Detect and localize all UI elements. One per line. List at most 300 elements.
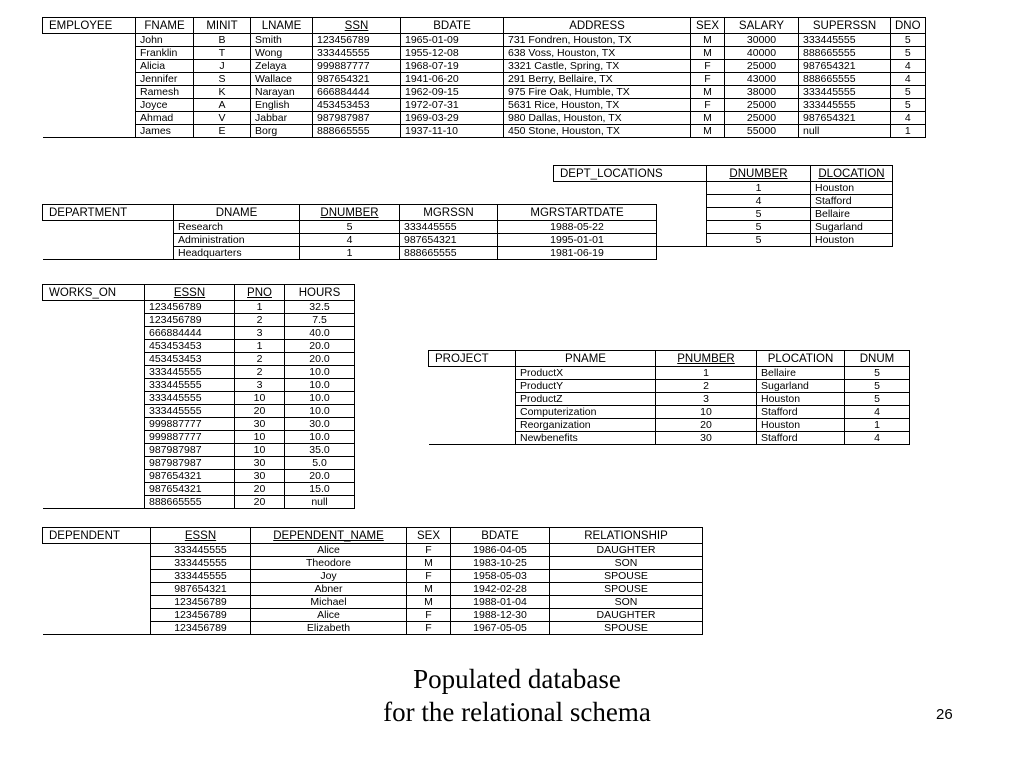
table-cell-hours: 35.0 — [285, 444, 355, 457]
column-header-salary: SALARY — [725, 18, 799, 34]
table-cell-pno: 1 — [235, 301, 285, 314]
table-cell-essn: 333445555 — [145, 392, 235, 405]
table-cell-fname: James — [136, 125, 194, 138]
table-cell-minit: T — [194, 47, 251, 60]
table-cell-bdate: 1988-01-04 — [451, 596, 550, 609]
table-cell-sex: M — [407, 557, 451, 570]
table-cell-ssn: 333445555 — [313, 47, 401, 60]
table-cell-fname: Jennifer — [136, 73, 194, 86]
table-cell-dependent-name: Abner — [251, 583, 407, 596]
table-cell-pno: 20 — [235, 496, 285, 509]
relation-name: PROJECT — [429, 351, 516, 367]
row-spacer — [43, 570, 151, 583]
table-cell-dlocation: Stafford — [811, 195, 893, 208]
column-header-pno: PNO — [235, 285, 285, 301]
table-cell-dlocation: Sugarland — [811, 221, 893, 234]
relation-name: DEPARTMENT — [43, 205, 174, 221]
row-spacer — [43, 314, 145, 327]
table-row — [429, 393, 910, 406]
table-row — [43, 99, 926, 112]
table-row — [43, 496, 355, 509]
row-spacer — [43, 583, 151, 596]
table-cell-lname: Zelaya — [251, 60, 313, 73]
table-cell-pno: 10 — [235, 444, 285, 457]
row-spacer — [429, 432, 516, 445]
table-cell-dname: Research — [174, 221, 300, 234]
table-cell-dno: 5 — [891, 34, 926, 47]
table-cell-address: 731 Fondren, Houston, TX — [504, 34, 691, 47]
table-cell-superssn: 987654321 — [799, 60, 891, 73]
table-cell-address: 975 Fire Oak, Humble, TX — [504, 86, 691, 99]
table-cell-hours: 10.0 — [285, 392, 355, 405]
table-cell-sex: F — [407, 544, 451, 557]
table-row — [43, 234, 657, 247]
table-cell-bdate: 1967-05-05 — [451, 622, 550, 635]
table-row — [43, 418, 355, 431]
table-row — [43, 112, 926, 125]
slide-caption — [300, 663, 734, 729]
column-header-address: ADDRESS — [504, 18, 691, 34]
table-cell-superssn: 987654321 — [799, 112, 891, 125]
column-header-plocation: PLOCATION — [757, 351, 845, 367]
caption-line-2: for the relational schema — [383, 697, 651, 727]
column-header-sex: SEX — [691, 18, 725, 34]
table-cell-lname: Narayan — [251, 86, 313, 99]
column-header-essn: ESSN — [151, 528, 251, 544]
works-on-table — [42, 284, 355, 509]
relation-name: EMPLOYEE — [43, 18, 136, 34]
table-row — [429, 406, 910, 419]
table-cell-ssn: 987654321 — [313, 73, 401, 86]
table-row — [43, 247, 657, 260]
column-header-bdate: BDATE — [451, 528, 550, 544]
table-cell-salary: 25000 — [725, 112, 799, 125]
column-header-mgrstartdate: MGRSTARTDATE — [498, 205, 657, 221]
table-cell-pnumber: 30 — [656, 432, 757, 445]
table-cell-dname: Administration — [174, 234, 300, 247]
table-row — [43, 86, 926, 99]
table-cell-pnumber: 20 — [656, 419, 757, 432]
table-cell-address: 3321 Castle, Spring, TX — [504, 60, 691, 73]
row-spacer — [43, 457, 145, 470]
row-spacer — [43, 544, 151, 557]
table-cell-hours: 20.0 — [285, 353, 355, 366]
row-spacer — [43, 496, 145, 509]
table-cell-hours: 40.0 — [285, 327, 355, 340]
table-cell-ssn: 666884444 — [313, 86, 401, 99]
table-cell-bdate: 1937-11-10 — [401, 125, 504, 138]
table-cell-pno: 3 — [235, 379, 285, 392]
column-header-lname: LNAME — [251, 18, 313, 34]
table-cell-essn: 123456789 — [151, 609, 251, 622]
table-cell-dlocation: Bellaire — [811, 208, 893, 221]
table-cell-pno: 2 — [235, 366, 285, 379]
table-cell-relationship: DAUGHTER — [550, 544, 703, 557]
table-cell-essn: 123456789 — [151, 596, 251, 609]
table-cell-dno: 1 — [891, 125, 926, 138]
table-row — [43, 60, 926, 73]
table-cell-superssn: null — [799, 125, 891, 138]
table-cell-bdate: 1941-06-20 — [401, 73, 504, 86]
row-spacer — [43, 247, 174, 260]
table-row — [43, 314, 355, 327]
table-cell-pno: 20 — [235, 483, 285, 496]
table-cell-dno: 4 — [891, 112, 926, 125]
table-cell-bdate: 1972-07-31 — [401, 99, 504, 112]
table-cell-lname: Borg — [251, 125, 313, 138]
table-cell-bdate: 1955-12-08 — [401, 47, 504, 60]
table-cell-essn: 987654321 — [145, 483, 235, 496]
table-cell-fname: Ramesh — [136, 86, 194, 99]
table-cell-plocation: Houston — [757, 419, 845, 432]
table-cell-mgrstartdate: 1981-06-19 — [498, 247, 657, 260]
table-cell-hours: 10.0 — [285, 431, 355, 444]
dependent-table — [42, 527, 703, 635]
table-row — [43, 609, 703, 622]
row-spacer — [43, 47, 136, 60]
table-cell-bdate: 1968-07-19 — [401, 60, 504, 73]
table-cell-mgrssn: 987654321 — [400, 234, 498, 247]
table-cell-dnum: 4 — [845, 406, 910, 419]
table-cell-dependent-name: Theodore — [251, 557, 407, 570]
table-cell-relationship: SON — [550, 596, 703, 609]
caption-line-1: Populated database — [413, 664, 621, 694]
row-spacer — [429, 406, 516, 419]
row-spacer — [43, 418, 145, 431]
table-cell-essn: 453453453 — [145, 353, 235, 366]
row-spacer — [429, 419, 516, 432]
table-cell-pnumber: 2 — [656, 380, 757, 393]
table-cell-essn: 123456789 — [151, 622, 251, 635]
table-cell-essn: 987987987 — [145, 444, 235, 457]
table-cell-pno: 10 — [235, 431, 285, 444]
table-cell-pno: 1 — [235, 340, 285, 353]
table-cell-bdate: 1986-04-05 — [451, 544, 550, 557]
table-cell-sex: F — [407, 570, 451, 583]
table-cell-dno: 5 — [891, 86, 926, 99]
table-cell-pno: 2 — [235, 314, 285, 327]
table-cell-bdate: 1969-03-29 — [401, 112, 504, 125]
table-cell-sex: F — [691, 99, 725, 112]
table-cell-essn: 987987987 — [145, 457, 235, 470]
column-header-dlocation: DLOCATION — [811, 166, 893, 182]
column-header-mgrssn: MGRSSN — [400, 205, 498, 221]
table-cell-dependent-name: Alice — [251, 544, 407, 557]
table-cell-dno: 5 — [891, 99, 926, 112]
table-cell-relationship: SPOUSE — [550, 570, 703, 583]
table-cell-hours: 20.0 — [285, 470, 355, 483]
row-spacer — [429, 367, 516, 380]
column-header-dependent-name: DEPENDENT_NAME — [251, 528, 407, 544]
row-spacer — [43, 392, 145, 405]
table-cell-pno: 30 — [235, 470, 285, 483]
table-row — [43, 353, 355, 366]
table-cell-lname: English — [251, 99, 313, 112]
table-row — [43, 596, 703, 609]
table-cell-pno: 30 — [235, 457, 285, 470]
table-row — [43, 622, 703, 635]
table-cell-mgrssn: 333445555 — [400, 221, 498, 234]
table-cell-pno: 10 — [235, 392, 285, 405]
table-cell-pno: 3 — [235, 327, 285, 340]
table-cell-sex: M — [691, 125, 725, 138]
table-cell-lname: Smith — [251, 34, 313, 47]
row-spacer — [43, 470, 145, 483]
table-cell-essn: 888665555 — [145, 496, 235, 509]
table-cell-hours: 15.0 — [285, 483, 355, 496]
row-spacer — [43, 596, 151, 609]
row-spacer — [43, 34, 136, 47]
table-cell-bdate: 1983-10-25 — [451, 557, 550, 570]
table-row — [43, 221, 657, 234]
table-cell-salary: 40000 — [725, 47, 799, 60]
table-cell-fname: Alicia — [136, 60, 194, 73]
department-table — [42, 204, 657, 260]
table-cell-hours: 30.0 — [285, 418, 355, 431]
row-spacer — [43, 405, 145, 418]
table-cell-fname: Ahmad — [136, 112, 194, 125]
table-cell-hours: 10.0 — [285, 379, 355, 392]
row-spacer — [43, 366, 145, 379]
table-row — [429, 419, 910, 432]
table-cell-lname: Wong — [251, 47, 313, 60]
table-cell-hours: 7.5 — [285, 314, 355, 327]
page-number: 26 — [936, 706, 953, 723]
row-spacer — [43, 379, 145, 392]
table-cell-essn: 666884444 — [145, 327, 235, 340]
table-cell-hours: null — [285, 496, 355, 509]
table-row — [43, 34, 926, 47]
table-cell-address: 291 Berry, Bellaire, TX — [504, 73, 691, 86]
table-cell-pno: 20 — [235, 405, 285, 418]
table-cell-pname: ProductX — [516, 367, 656, 380]
table-cell-dnum: 5 — [845, 393, 910, 406]
table-row — [429, 367, 910, 380]
table-cell-sex: M — [691, 86, 725, 99]
table-cell-dependent-name: Joy — [251, 570, 407, 583]
row-spacer — [43, 557, 151, 570]
table-cell-essn: 453453453 — [145, 340, 235, 353]
table-row — [43, 431, 355, 444]
relation-name: WORKS_ON — [43, 285, 145, 301]
table-cell-essn: 333445555 — [145, 366, 235, 379]
table-cell-dnumber: 5 — [300, 221, 400, 234]
row-spacer — [43, 353, 145, 366]
column-header-dnum: DNUM — [845, 351, 910, 367]
table-cell-essn: 333445555 — [151, 557, 251, 570]
row-spacer — [43, 301, 145, 314]
table-cell-relationship: SPOUSE — [550, 583, 703, 596]
table-cell-ssn: 987987987 — [313, 112, 401, 125]
row-spacer — [43, 99, 136, 112]
table-cell-superssn: 333445555 — [799, 86, 891, 99]
table-cell-dnumber: 5 — [707, 234, 811, 247]
table-cell-essn: 123456789 — [145, 301, 235, 314]
table-cell-address: 5631 Rice, Houston, TX — [504, 99, 691, 112]
table-cell-dname: Headquarters — [174, 247, 300, 260]
column-header-sex: SEX — [407, 528, 451, 544]
row-spacer — [43, 73, 136, 86]
row-spacer — [429, 380, 516, 393]
row-spacer — [43, 444, 145, 457]
column-header-bdate: BDATE — [401, 18, 504, 34]
table-cell-address: 450 Stone, Houston, TX — [504, 125, 691, 138]
table-row — [43, 570, 703, 583]
table-row — [43, 457, 355, 470]
table-cell-ssn: 453453453 — [313, 99, 401, 112]
table-cell-pnumber: 1 — [656, 367, 757, 380]
table-cell-salary: 43000 — [725, 73, 799, 86]
table-cell-essn: 333445555 — [151, 570, 251, 583]
table-row — [43, 444, 355, 457]
table-cell-fname: Franklin — [136, 47, 194, 60]
table-cell-minit: E — [194, 125, 251, 138]
table-cell-sex: M — [691, 34, 725, 47]
table-cell-fname: John — [136, 34, 194, 47]
table-cell-superssn: 888665555 — [799, 73, 891, 86]
table-cell-plocation: Stafford — [757, 432, 845, 445]
column-header-dno: DNO — [891, 18, 926, 34]
column-header-pname: PNAME — [516, 351, 656, 367]
table-cell-pname: Computerization — [516, 406, 656, 419]
table-cell-ssn: 888665555 — [313, 125, 401, 138]
table-cell-relationship: SON — [550, 557, 703, 570]
table-cell-dnum: 5 — [845, 367, 910, 380]
table-row — [429, 432, 910, 445]
row-spacer — [43, 483, 145, 496]
table-row — [429, 380, 910, 393]
row-spacer — [43, 60, 136, 73]
table-row — [43, 301, 355, 314]
row-spacer — [43, 234, 174, 247]
table-cell-dno: 4 — [891, 73, 926, 86]
table-cell-dno: 4 — [891, 60, 926, 73]
table-cell-dlocation: Houston — [811, 234, 893, 247]
table-cell-essn: 987654321 — [151, 583, 251, 596]
table-cell-mgrstartdate: 1988-05-22 — [498, 221, 657, 234]
table-cell-essn: 333445555 — [145, 405, 235, 418]
table-cell-sex: F — [691, 73, 725, 86]
table-cell-lname: Jabbar — [251, 112, 313, 125]
table-cell-salary: 30000 — [725, 34, 799, 47]
table-cell-lname: Wallace — [251, 73, 313, 86]
table-cell-dno: 5 — [891, 47, 926, 60]
table-cell-pname: ProductY — [516, 380, 656, 393]
row-spacer — [43, 221, 174, 234]
table-cell-minit: J — [194, 60, 251, 73]
project-table — [428, 350, 910, 445]
table-cell-ssn: 999887777 — [313, 60, 401, 73]
table-cell-bdate: 1942-02-28 — [451, 583, 550, 596]
table-cell-dnumber: 1 — [300, 247, 400, 260]
table-cell-salary: 55000 — [725, 125, 799, 138]
table-cell-address: 980 Dallas, Houston, TX — [504, 112, 691, 125]
column-header-relationship: RELATIONSHIP — [550, 528, 703, 544]
table-cell-pname: Reorganization — [516, 419, 656, 432]
table-cell-mgrstartdate: 1995-01-01 — [498, 234, 657, 247]
table-row — [43, 544, 703, 557]
table-cell-essn: 999887777 — [145, 418, 235, 431]
table-cell-sex: F — [407, 622, 451, 635]
column-header-ssn: SSN — [313, 18, 401, 34]
table-row — [43, 405, 355, 418]
table-cell-superssn: 333445555 — [799, 34, 891, 47]
table-cell-dlocation: Houston — [811, 182, 893, 195]
row-spacer — [43, 622, 151, 635]
table-cell-mgrssn: 888665555 — [400, 247, 498, 260]
table-cell-salary: 25000 — [725, 60, 799, 73]
table-cell-dnum: 1 — [845, 419, 910, 432]
column-header-minit: MINIT — [194, 18, 251, 34]
table-row — [43, 557, 703, 570]
table-row — [43, 73, 926, 86]
table-cell-sex: F — [691, 60, 725, 73]
column-header-pnumber: PNUMBER — [656, 351, 757, 367]
table-cell-plocation: Houston — [757, 393, 845, 406]
table-cell-dnumber: 4 — [300, 234, 400, 247]
column-header-essn: ESSN — [145, 285, 235, 301]
table-cell-essn: 333445555 — [151, 544, 251, 557]
table-cell-sex: M — [407, 583, 451, 596]
table-cell-minit: V — [194, 112, 251, 125]
table-row — [43, 327, 355, 340]
row-spacer — [43, 125, 136, 138]
table-cell-fname: Joyce — [136, 99, 194, 112]
row-spacer — [43, 327, 145, 340]
table-cell-sex: M — [691, 47, 725, 60]
table-cell-essn: 333445555 — [145, 379, 235, 392]
employee-table — [42, 17, 926, 138]
table-cell-minit: K — [194, 86, 251, 99]
table-cell-pnumber: 10 — [656, 406, 757, 419]
row-spacer — [429, 393, 516, 406]
table-cell-salary: 38000 — [725, 86, 799, 99]
table-row — [43, 125, 926, 138]
table-cell-pname: ProductZ — [516, 393, 656, 406]
table-cell-bdate: 1965-01-09 — [401, 34, 504, 47]
column-header-superssn: SUPERSSN — [799, 18, 891, 34]
table-row — [43, 47, 926, 60]
table-cell-bdate: 1962-09-15 — [401, 86, 504, 99]
table-cell-dnumber: 5 — [707, 221, 811, 234]
column-header-dnumber: DNUMBER — [300, 205, 400, 221]
row-spacer — [43, 86, 136, 99]
table-row — [43, 340, 355, 353]
relation-name: DEPT_LOCATIONS — [554, 166, 707, 182]
table-cell-hours: 20.0 — [285, 340, 355, 353]
table-cell-essn: 987654321 — [145, 470, 235, 483]
table-row — [554, 182, 893, 195]
table-cell-hours: 10.0 — [285, 405, 355, 418]
table-cell-address: 638 Voss, Houston, TX — [504, 47, 691, 60]
row-spacer — [43, 112, 136, 125]
column-header-dnumber: DNUMBER — [707, 166, 811, 182]
table-cell-dependent-name: Michael — [251, 596, 407, 609]
table-cell-ssn: 123456789 — [313, 34, 401, 47]
table-cell-dnumber: 5 — [707, 208, 811, 221]
table-cell-plocation: Bellaire — [757, 367, 845, 380]
relation-name: DEPENDENT — [43, 528, 151, 544]
table-cell-plocation: Sugarland — [757, 380, 845, 393]
table-cell-hours: 10.0 — [285, 366, 355, 379]
table-cell-essn: 999887777 — [145, 431, 235, 444]
table-cell-hours: 32.5 — [285, 301, 355, 314]
table-cell-dependent-name: Elizabeth — [251, 622, 407, 635]
column-header-fname: FNAME — [136, 18, 194, 34]
table-row — [43, 379, 355, 392]
row-spacer — [43, 431, 145, 444]
row-spacer — [554, 182, 707, 195]
